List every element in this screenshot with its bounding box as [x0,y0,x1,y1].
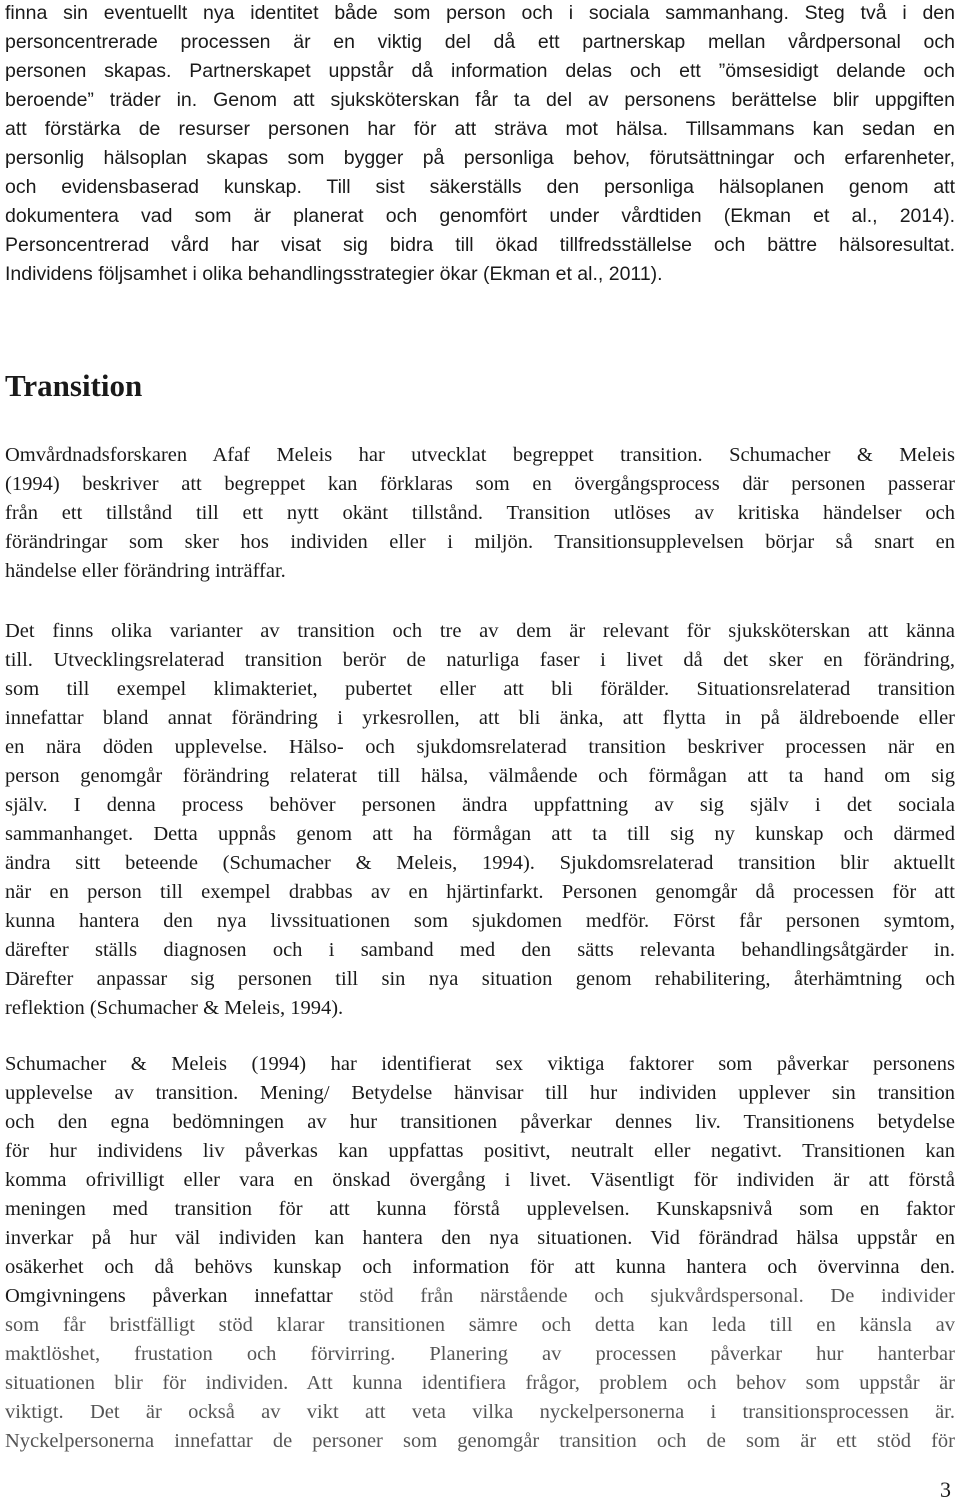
text-line: och evidensbaserad kunskap. Till sist säkerställs den personliga hälsoplanen genom att [5,176,955,198]
transition-paragraph-2 [5,617,955,1023]
text-line: osäkerhet och då behövs kunskap och information för att kunna hantera och övervinna den. [5,1256,955,1278]
text-line: kunna hantera den nya livssituationen som sjukdomen medför. Först får personen symtom, [5,910,955,932]
text-line: personlig hälsoplan skapas som bygger på personliga behov, förutsättningar och erfarenheter, [5,147,955,169]
text-line: Därefter anpassar sig personen till sin nya situation genom rehabilitering, återhämtning och [5,968,955,990]
text-line: (1994) beskriver att begreppet kan förklaras som en övergångsprocess där personen passerar [5,473,955,495]
text-line: sammanhanget. Detta uppnås genom att ha förmågan att ta till sig ny kunskap och därmed [5,823,955,845]
text-line-gray: viktigt. Det är också av vikt att veta vilka nyckelpersonerna i transitionsprocessen är. [5,1401,955,1423]
text-line: dokumentera vad som är planerat och genomfört under vårdtiden (Ekman et al., 2014). [5,205,955,227]
text-line: person genomgår förändring relaterat till hälsa, välmående och förmågan att ta hand om sig [5,765,955,787]
text-line-gray: situationen blir för individen. Att kunna identifiera frågor, problem och behov som uppstår är [5,1372,955,1394]
text-line: och den egna bedömningen av hur transitionen påverkar dennes liv. Transitionens betydelse [5,1111,955,1133]
text-line: Det finns olika varianter av transition och tre av dem är relevant för sjuksköterskan att känna [5,620,955,642]
text-line-gray: maktlöshet, frustation och förvirring. Planering av processen påverkar hur hanterbar [5,1343,955,1365]
text-line: innefattar bland annat förändring i yrkesrollen, att bli änka, att flytta in på äldreboende eller [5,707,955,729]
text-line: Schumacher & Meleis (1994) har identifierat sex viktiga faktorer som påverkar personens [5,1053,955,1075]
text-line: att förstärka de resurser personen har för att sträva mot hälsa. Tillsammans kan sedan en [5,118,955,140]
text-fragment-dark: Omgivningens påverkan innefattar [5,1285,360,1307]
text-line-mixed [5,1282,955,1311]
page-number: 3 [940,1477,951,1502]
text-line: upplevelse av transition. Mening/ Betydelse hänvisar till hur individen upplever sin transition [5,1082,955,1104]
text-line: när en person till exempel drabbas av en hjärtinfarkt. Personen genomgår då processen för att [5,881,955,903]
text-line: inverkar på hur väl individen kan hantera den nya situationen. Vid förändrad hälsa uppstår en [5,1227,955,1249]
text-line: som till exempel klimakteriet, pubertet eller att bli förälder. Situationsrelaterad transition [5,678,955,700]
text-line: komma ofrivilligt eller vara en önskad övergång i livet. Väsentligt för individen är att förstå [5,1169,955,1191]
text-line: en nära döden upplevelse. Hälso- och sjukdomsrelaterad transition beskriver processen när en [5,736,955,758]
text-line: finna sin eventuellt nya identitet både som person och i sociala sammanhang. Steg två i den [5,2,955,24]
section-heading: Transition [5,368,143,403]
text-fragment-gray: stöd från närstående och sjukvårdspersonal. De individer [359,1285,955,1307]
transition-paragraph-3 [5,1050,955,1456]
text-line: för hur individens liv påverkas kan uppfattas positivt, neutralt eller negativt. Transitionen kan [5,1140,955,1162]
text-line: till. Utvecklingsrelaterad transition berör de naturliga faser i livet då det sker en förändring, [5,649,955,671]
text-line: från ett tillstånd till ett nytt okänt tillstånd. Transition utlöses av kritiska händelser och [5,502,955,524]
text-line: Personcentrerad vård har visat sig bidra till ökad tillfredsställelse och bättre hälsoresultat. [5,234,955,256]
text-line: ändra sitt beteende (Schumacher & Meleis, 1994). Sjukdomsrelaterad transition blir aktuellt [5,852,955,874]
text-line: Omvårdnadsforskaren Afaf Meleis har utvecklat begreppet transition. Schumacher & Meleis [5,444,955,466]
text-line: meningen med transition för att kunna förstå upplevelsen. Kunskapsnivå som en faktor [5,1198,955,1220]
text-line: personcentrerade processen är en viktig del då ett partnerskap mellan vårdpersonal och [5,31,955,53]
text-line: själv. I denna process behöver personen ändra uppfattning av sig själv i det sociala [5,794,955,816]
text-line: förändringar som sker hos individen eller i miljön. Transitionsupplevelsen börjar så snart en [5,531,955,553]
text-line: personen skapas. Partnerskapet uppstår då information delas och ett ”ömsesidigt delande och [5,60,955,82]
text-line: händelse eller förändring inträffar. [5,560,286,582]
text-line: beroende” träder in. Genom att sjuksköterskan får ta del av personens berättelse blir uppgiften [5,89,955,111]
text-line: reflektion (Schumacher & Meleis, 1994). [5,997,344,1019]
text-line-gray: som får bristfälligt stöd klarar transitionen sämre och detta kan leda till en känsla av [5,1314,955,1336]
text-line: Individens följsamhet i olika behandlingsstrategier ökar (Ekman et al., 2011). [5,263,663,285]
transition-paragraph-1 [5,441,955,586]
intro-paragraph [5,0,955,289]
text-line: därefter ställs diagnosen och i samband med den sätts relevanta behandlingsåtgärder in. [5,939,955,961]
text-line-gray: Nyckelpersonerna innefattar de personer som genomgår transition och de som är ett stöd för [5,1430,955,1452]
